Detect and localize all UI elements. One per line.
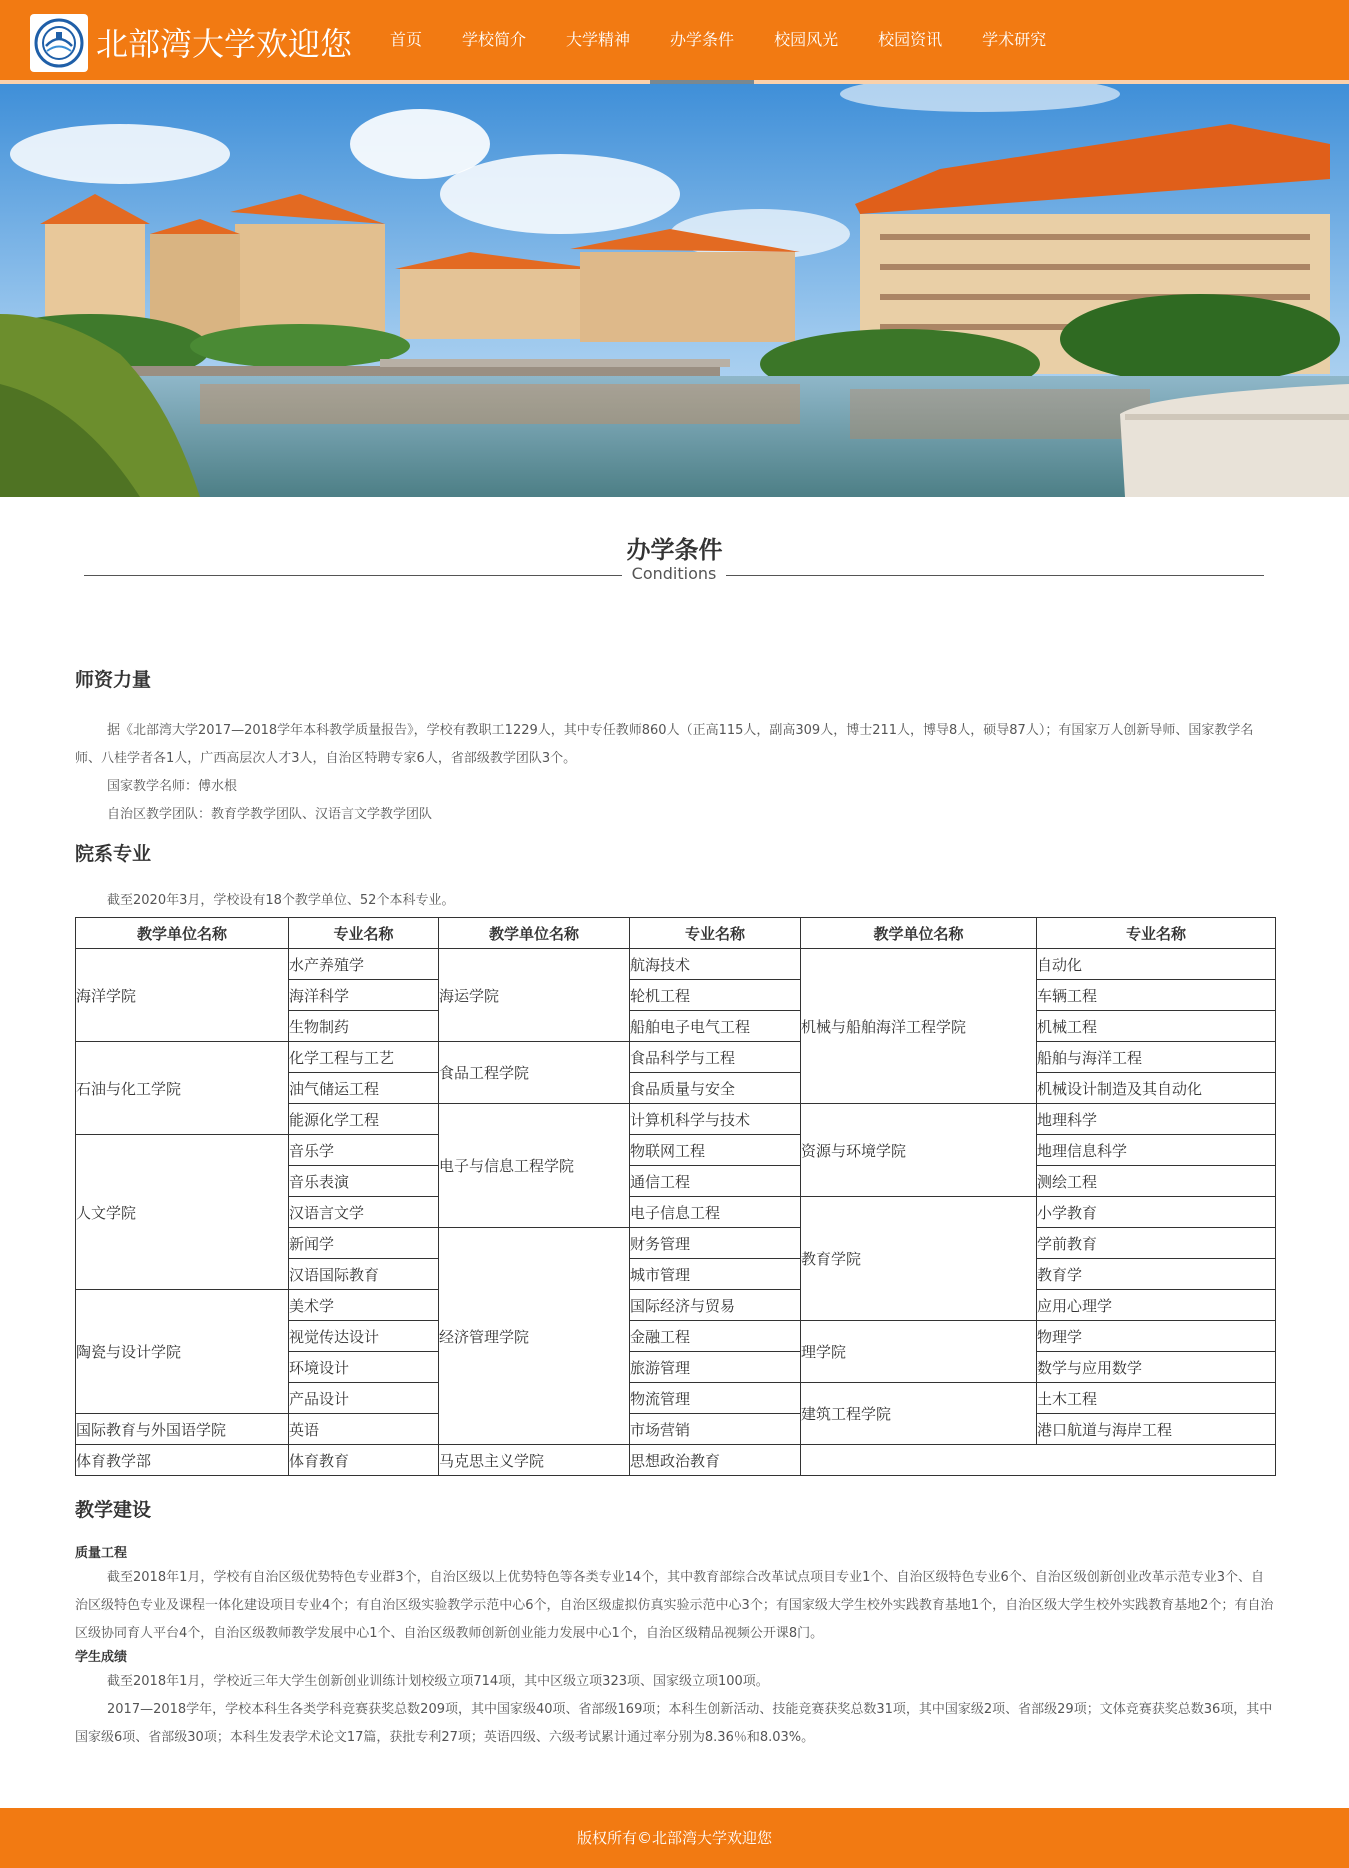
table-cell: 地理科学 xyxy=(1037,1104,1276,1135)
table-cell: 通信工程 xyxy=(630,1166,801,1197)
national-teacher-line: 国家教学名师：傅水根 xyxy=(107,779,238,794)
faculty-paragraph: 据《北部湾大学2017—2018学年本科教学质量报告》，学校有教职工1229人，其中专任教师860人（正高115人，副高309人，博士211人，博导8人，硕导87人）；有国家万人创新导师、国家教学名师、八桂学者各1人，广西高层次人才3人，自治区特聘专家6人，省部级教学团队3个。 xyxy=(75,723,1254,766)
table-cell: 思想政治教育 xyxy=(630,1445,801,1476)
table-cell: 物理学 xyxy=(1037,1321,1276,1352)
table-cell: 体育教学部 xyxy=(76,1445,289,1476)
table-cell: 应用心理学 xyxy=(1037,1290,1276,1321)
table-cell: 学前教育 xyxy=(1037,1228,1276,1259)
table-cell: 测绘工程 xyxy=(1037,1166,1276,1197)
section-subtitle-row xyxy=(84,562,1264,588)
nav-home[interactable]: 首页 xyxy=(390,30,423,49)
table-cell: 生物制药 xyxy=(289,1011,439,1042)
section-title: 办学条件 xyxy=(626,536,723,564)
table-cell: 教育学院 xyxy=(801,1197,1037,1321)
departments-heading: 院系专业 xyxy=(75,843,152,865)
table-cell: 海洋科学 xyxy=(289,980,439,1011)
site-footer xyxy=(0,1808,1349,1868)
table-cell: 轮机工程 xyxy=(630,980,801,1011)
campus-banner-image xyxy=(0,84,1349,497)
table-cell: 体育教育 xyxy=(289,1445,439,1476)
table-cell: 化学工程与工艺 xyxy=(289,1042,439,1073)
table-cell: 音乐学 xyxy=(289,1135,439,1166)
nav-academic-research[interactable]: 学术研究 xyxy=(982,30,1047,49)
table-row xyxy=(76,949,1276,980)
table-cell: 电子信息工程 xyxy=(630,1197,801,1228)
copyright-text: 版权所有©北部湾大学欢迎您 xyxy=(576,1829,772,1847)
col-header: 专业名称 xyxy=(1037,918,1276,949)
main-content xyxy=(75,660,1275,1752)
table-cell: 资源与环境学院 xyxy=(801,1104,1037,1197)
table-cell: 财务管理 xyxy=(630,1228,801,1259)
table-cell: 海运学院 xyxy=(439,949,630,1042)
table-cell: 人文学院 xyxy=(76,1135,289,1290)
table-cell: 土木工程 xyxy=(1037,1383,1276,1414)
table-cell: 城市管理 xyxy=(630,1259,801,1290)
table-cell: 新闻学 xyxy=(289,1228,439,1259)
col-header: 教学单位名称 xyxy=(76,918,289,949)
table-cell: 食品科学与工程 xyxy=(630,1042,801,1073)
table-cell: 小学教育 xyxy=(1037,1197,1276,1228)
site-header xyxy=(0,0,1349,80)
regional-team-line: 自治区教学团队：教育学教学团队、汉语言文学教学团队 xyxy=(107,807,433,822)
table-cell: 汉语言文学 xyxy=(289,1197,439,1228)
table-row xyxy=(76,1414,1276,1445)
nav-campus-news[interactable]: 校园资讯 xyxy=(878,30,943,49)
col-header: 专业名称 xyxy=(630,918,801,949)
table-cell: 数学与应用数学 xyxy=(1037,1352,1276,1383)
university-logo[interactable] xyxy=(30,14,88,72)
table-cell: 自动化 xyxy=(1037,949,1276,980)
table-cell: 石油与化工学院 xyxy=(76,1042,289,1135)
table-cell: 国际教育与外国语学院 xyxy=(76,1414,289,1445)
col-header: 教学单位名称 xyxy=(801,918,1037,949)
achievement-paragraph-2: 2017—2018学年，学校本科生各类学科竞赛获奖总数209项，其中国家级40项、省部级169项；本科生创新活动、技能竞赛获奖总数31项，其中国家级2项、省部级29项；文体竞赛获奖总数36项，其中国家级6项、省部级30项；本科生发表学术论文17篇，获批专利27项；英语四级、六级考试累计通过率分别为8.36％和8.03%。 xyxy=(75,1702,1273,1745)
site-title: 北部湾大学欢迎您 xyxy=(96,25,353,63)
table-row xyxy=(76,1042,1276,1073)
faculty-heading: 师资力量 xyxy=(75,669,152,691)
table-cell: 航海技术 xyxy=(630,949,801,980)
table-cell: 物流管理 xyxy=(630,1383,801,1414)
table-cell xyxy=(801,1445,1276,1476)
table-cell: 英语 xyxy=(289,1414,439,1445)
table-cell: 船舶与海洋工程 xyxy=(1037,1042,1276,1073)
majors-table xyxy=(75,917,1276,1476)
table-cell: 机械与船舶海洋工程学院 xyxy=(801,949,1037,1104)
departments-intro: 截至2020年3月，学校设有18个教学单位、52个本科专业。 xyxy=(107,893,455,908)
table-cell: 产品设计 xyxy=(289,1383,439,1414)
nav-university-spirit[interactable]: 大学精神 xyxy=(566,30,631,49)
table-cell: 建筑工程学院 xyxy=(801,1383,1037,1445)
table-cell: 油气储运工程 xyxy=(289,1073,439,1104)
table-cell: 车辆工程 xyxy=(1037,980,1276,1011)
table-cell: 港口航道与海岸工程 xyxy=(1037,1414,1276,1445)
section-subtitle: Conditions xyxy=(622,564,727,583)
table-row xyxy=(76,1135,1276,1166)
table-cell: 能源化学工程 xyxy=(289,1104,439,1135)
main-nav xyxy=(370,0,1066,80)
table-cell: 教育学 xyxy=(1037,1259,1276,1290)
table-cell: 地理信息科学 xyxy=(1037,1135,1276,1166)
table-cell: 电子与信息工程学院 xyxy=(439,1104,630,1228)
table-cell: 船舶电子电气工程 xyxy=(630,1011,801,1042)
table-cell: 机械设计制造及其自动化 xyxy=(1037,1073,1276,1104)
table-row xyxy=(76,1290,1276,1321)
table-cell: 环境设计 xyxy=(289,1352,439,1383)
table-cell: 市场营销 xyxy=(630,1414,801,1445)
table-cell: 机械工程 xyxy=(1037,1011,1276,1042)
nav-campus-scenery[interactable]: 校园风光 xyxy=(774,30,839,49)
table-header-row xyxy=(76,918,1276,949)
table-cell: 视觉传达设计 xyxy=(289,1321,439,1352)
achievement-paragraph-1: 截至2018年1月，学校近三年大学生创新创业训练计划校级立项714项，其中区级立项323项、国家级立项100项。 xyxy=(107,1674,769,1689)
col-header: 教学单位名称 xyxy=(439,918,630,949)
achievement-heading: 学生成绩 xyxy=(75,1650,128,1665)
table-cell: 汉语国际教育 xyxy=(289,1259,439,1290)
col-header: 专业名称 xyxy=(289,918,439,949)
table-cell: 陶瓷与设计学院 xyxy=(76,1290,289,1414)
table-cell: 旅游管理 xyxy=(630,1352,801,1383)
table-cell: 美术学 xyxy=(289,1290,439,1321)
table-cell: 水产养殖学 xyxy=(289,949,439,980)
table-cell: 食品工程学院 xyxy=(439,1042,630,1104)
table-cell: 马克思主义学院 xyxy=(439,1445,630,1476)
table-cell: 经济管理学院 xyxy=(439,1228,630,1445)
table-cell: 金融工程 xyxy=(630,1321,801,1352)
teaching-heading: 教学建设 xyxy=(75,1499,152,1521)
quality-paragraph: 截至2018年1月，学校有自治区级优势特色专业群3个，自治区级以上优势特色等各类专业14个，其中教育部综合改革试点项目专业1个、自治区级特色专业6个、自治区级创新创业改革示范专业3个、自治区级特色专业及课程一体化建设项目专业4个；有自治区级实验教学示范中心6个，自治区级虚拟仿真实验示范中心3个；有国家级大学生校外实践教育基地1个，自治区级大学生校外实践教育基地2个；有自治区级协同育人平台4个，自治区级教师教学发展中心1个、自治区级教师创新创业能力发展中心1个，自治区级精品视频公开课8门。 xyxy=(75,1570,1274,1641)
table-cell: 理学院 xyxy=(801,1321,1037,1383)
table-cell: 音乐表演 xyxy=(289,1166,439,1197)
nav-conditions[interactable]: 办学条件 xyxy=(650,0,754,80)
table-cell: 国际经济与贸易 xyxy=(630,1290,801,1321)
nav-school-intro[interactable]: 学校简介 xyxy=(462,30,527,49)
table-cell: 计算机科学与技术 xyxy=(630,1104,801,1135)
table-cell: 海洋学院 xyxy=(76,949,289,1042)
table-cell: 食品质量与安全 xyxy=(630,1073,801,1104)
quality-heading: 质量工程 xyxy=(75,1546,128,1561)
table-cell: 物联网工程 xyxy=(630,1135,801,1166)
table-row xyxy=(76,1445,1276,1476)
